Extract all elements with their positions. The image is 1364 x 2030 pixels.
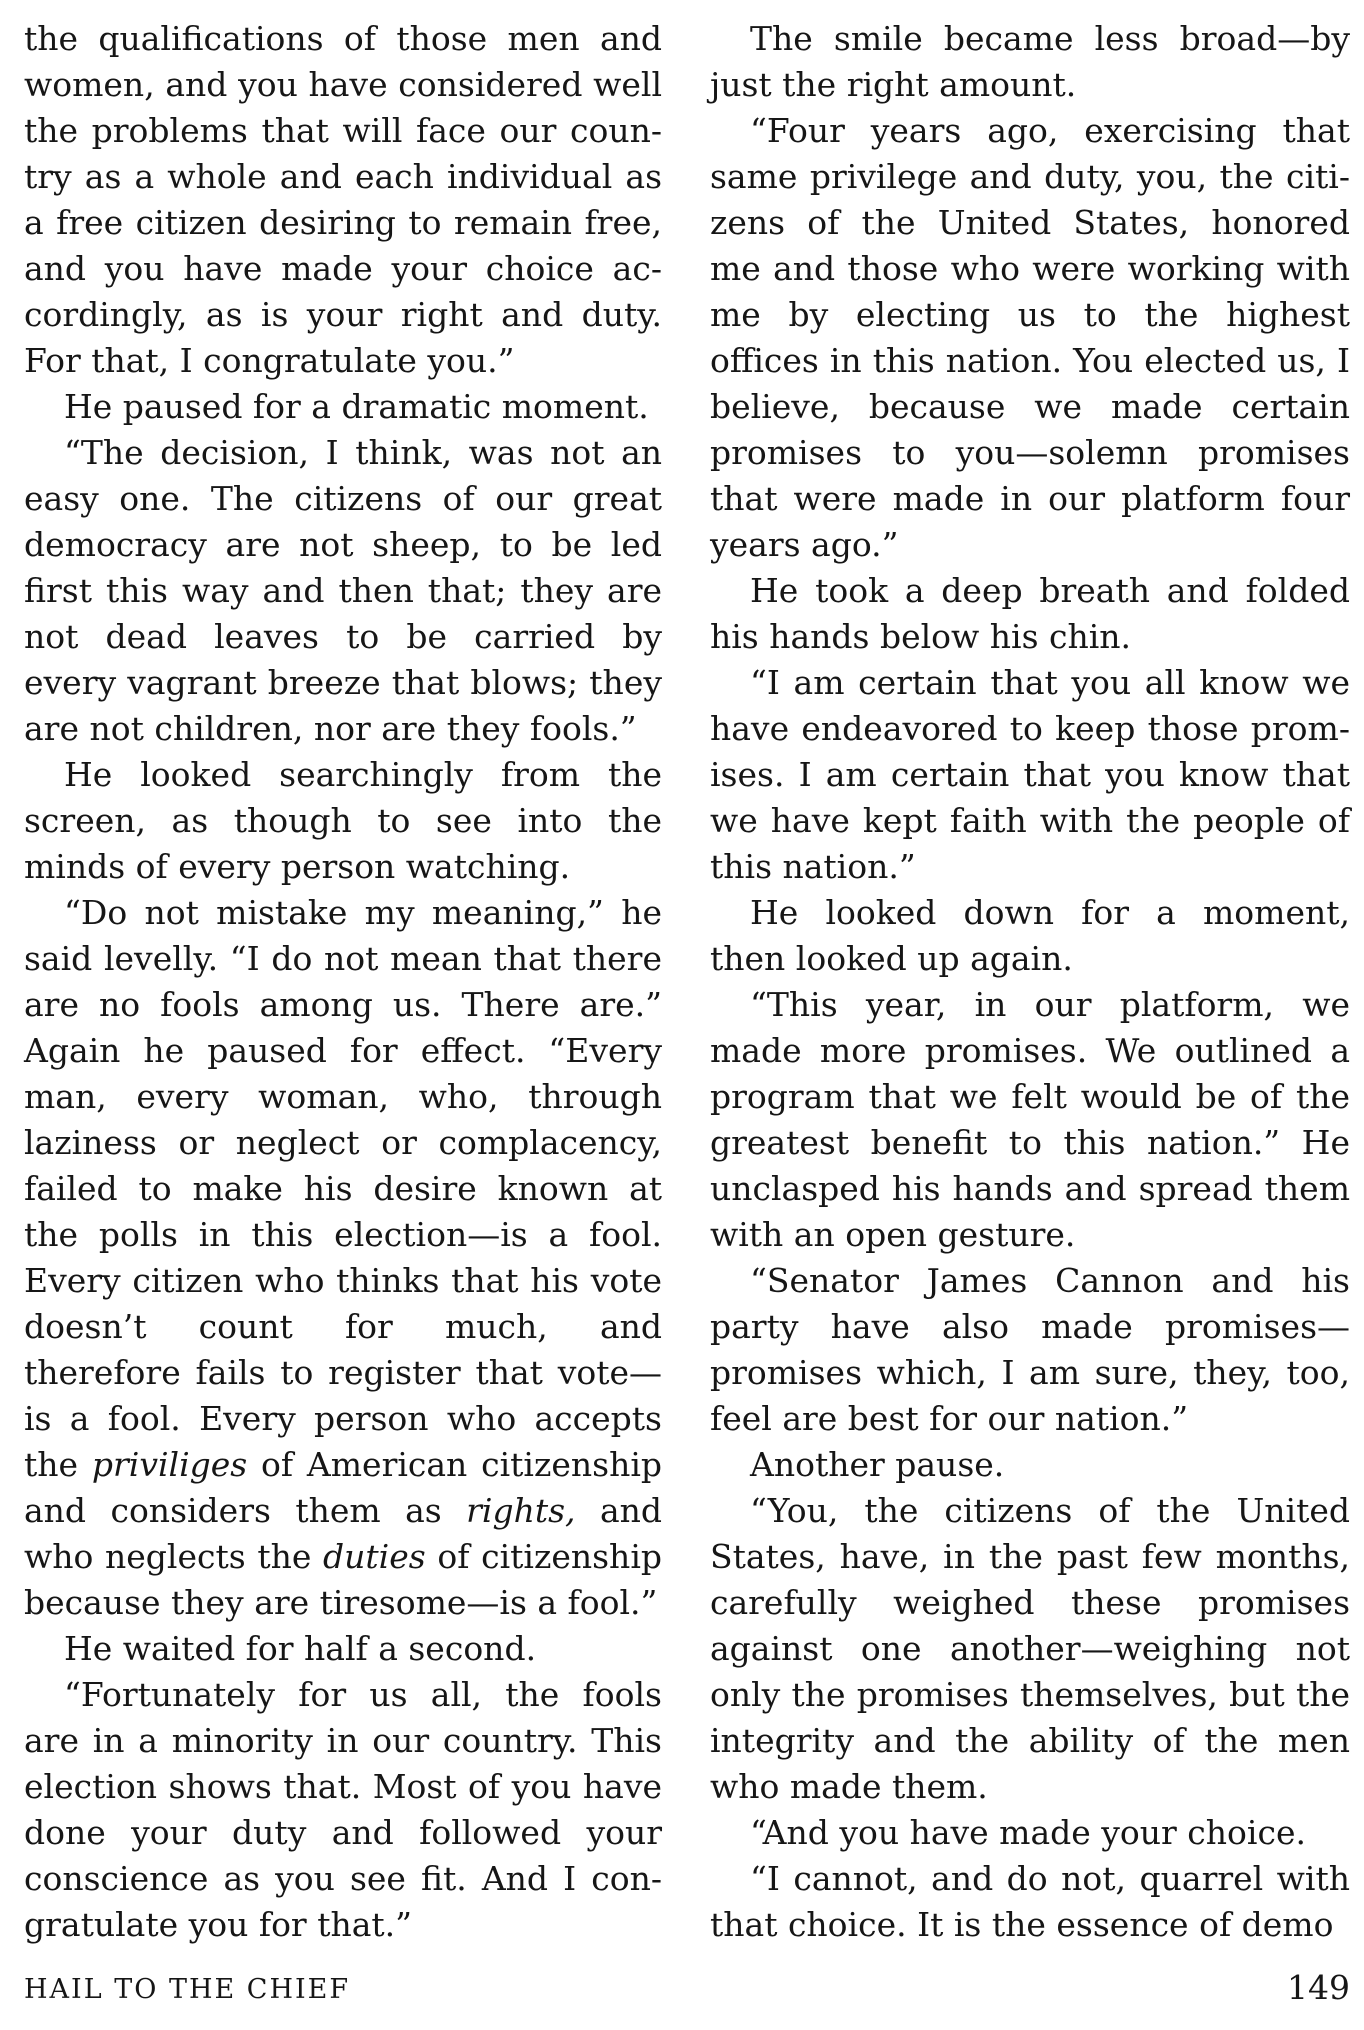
paragraph: He looked down for a moment, then looked up again. (710, 893, 1350, 978)
paragraph: He took a deep breath and folded his hands below his chin. (710, 571, 1350, 656)
paragraph: “This year, in our platform, we made more promises. We outlined a program that we felt would be of the greatest benefit to this nation.” He unclasped his hands and spread them with an open gesture. (710, 985, 1350, 1254)
paragraph: He paused for a dramatic moment. (64, 387, 649, 426)
paragraph-text: of citizenship because they are tiresome—is a fool.” (24, 1537, 662, 1622)
page-number: 149 (1287, 1968, 1350, 2007)
paragraph: He looked searchingly from the screen, as though to see into the minds of every person watching. (24, 755, 662, 886)
paragraph: “You, the citizens of the United States, have, in the past few months, carefully weighed these promises against one another—weighing not only the promises themselves, but the integrity and the ability of the men who made them. (710, 1491, 1350, 1806)
paragraph-text: and who neglects the (24, 1491, 662, 1576)
running-title: HAIL TO THE CHIEF (24, 1974, 351, 2005)
paragraph: “Senator James Cannon and his party have also made promises— promises which, I am sure, they, too, feel are best for our nation.” (710, 1261, 1350, 1438)
italic-word: rights, (466, 1491, 576, 1530)
paragraph: “The decision, I think, was not an easy one. The citizens of our great democracy are not sheep, to be led first this way and then that; they are not dead leaves to be carried by every vagrant breeze that blows; they are not children, nor are they fools.” (24, 433, 662, 748)
paragraph: “And you have made your choice. (750, 1813, 1306, 1852)
italic-word: priviliges (91, 1445, 248, 1484)
paragraph-text: of American citizenship and considers them as (24, 1445, 662, 1530)
paragraph: the qualifications of those men and women, and you have considered well the problems that will face our country as a whole and each individual as a free citizen desiring to remain free, and you have made your choice accordingly, as is your right and duty. For that, I congratulate you.” (24, 19, 662, 380)
paragraph (24, 890, 662, 1626)
paragraph: He waited for half a second. (64, 1629, 537, 1668)
paragraph: The smile became less broad—by just the right amount. (710, 19, 1350, 104)
italic-word: duties (323, 1537, 426, 1576)
paragraph: “I am certain that you all know we have endeavored to keep those promises. I am certain that you know that we have kept faith with the people of this nation.” (710, 663, 1350, 886)
left-column (24, 16, 662, 1948)
paragraph: “Four years ago, exercising that same privilege and duty, you, the citizens of the United States, honored me and those who were working with me by electing us to the highest offices in this nation. You elected us, I believe, because we made certain promises to you—solemn promises that were made in our platform four years ago.” (710, 111, 1350, 564)
right-column (710, 16, 1350, 1948)
paragraph-text: “Do not mistake my meaning,” he said levelly. “I do not mean that there are no fools among us. There are.” Again he paused for effect. “Every man, every woman, who, through laziness or neglect or complacency, failed to make his desire known at the polls in this election—is a fool. Every citizen who thinks that his vote doesn’t count for much, and therefore fails to register that vote—is a fool. Every person who accepts the (24, 893, 662, 1484)
paragraph: “I cannot, and do not, quarrel with that choice. It is the essence of demo (710, 1859, 1350, 1944)
page-footer (24, 1968, 1350, 2018)
paragraph: “Fortunately for us all, the fools are in a minority in our country. This election shows that. Most of you have done your duty and followed your conscience as you see fit. And I congratulate you for that.” (24, 1675, 662, 1944)
paragraph: Another pause. (750, 1445, 1005, 1484)
